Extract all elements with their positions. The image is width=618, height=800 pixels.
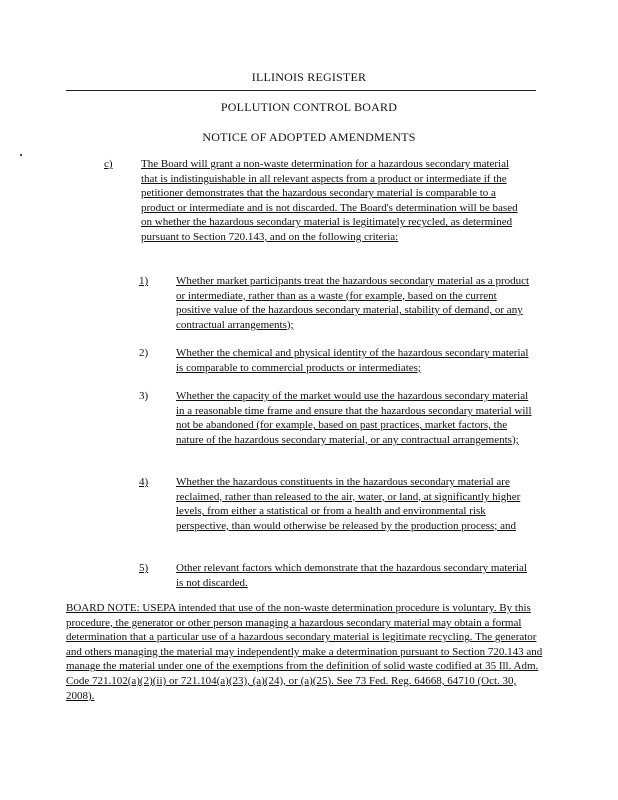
margin-mark (20, 154, 22, 156)
criterion-4-text: Whether the hazardous constituents in the hazardous secondary material are reclaimed, rather than released to the air, water, or land, at significantly higher levels, from either a statistical or from a health and environmental risk perspective, than would otherwise be released by the production process; and (176, 476, 521, 532)
criterion-5-label: 5) (139, 562, 149, 574)
criterion-1-label: 1) (139, 275, 149, 287)
criterion-3-label: 3) (139, 390, 149, 402)
section-c-text: The Board will grant a non-waste determination for a hazardous secondary material that is indistinguishable in all relevant aspects from a product or intermediate if the petitioner demonstrates that the hazardous secondary material is comparable to a product or intermediate and is not discarded. The Board's determination will be based on whether the hazardous secondary material is legitimately recycled, as determined pursuant to Section 720.143, and on the following criteria: (141, 158, 518, 243)
register-title: ILLINOIS REGISTER (251, 70, 367, 84)
criterion-4-label: 4) (139, 476, 149, 488)
criterion-5-text: Other relevant factors which demonstrate that the hazardous secondary material is not discarded. (176, 562, 527, 589)
board-note: BOARD NOTE: USEPA intended that use of the non-waste determination procedure is voluntary. By this procedure, the generator or other person managing a hazardous secondary material may obtain a formal determination that a particular use of a hazardous secondary material is legitimate recycling. The generator and others managing the material may independently make a determination pursuant to Section 720.143 and manage the material under one of the exemptions from the definition of solid waste codified at 35 Ill. Adm. Code 721.102(a)(2)(ii) or 721.104(a)(23), (a)(24), or (a)(25). See 73 Fed. Reg. 64668, 64710 (Oct. 30, 2008). (66, 602, 543, 702)
notice-title: NOTICE OF ADOPTED AMENDMENTS (202, 130, 416, 144)
criterion-2-label: 2) (139, 347, 149, 359)
section-c-label: c) (104, 158, 113, 170)
header-rule (66, 90, 536, 91)
criterion-1-text: Whether market participants treat the hazardous secondary material as a product or intermediate, rather than as a waste (for example, based on the current positive value of the hazardous secondary material, stability of demand, or any contractual arrangements); (176, 275, 530, 331)
board-title: POLLUTION CONTROL BOARD (220, 100, 398, 114)
criterion-3-text: Whether the capacity of the market would use the hazardous secondary material in a reasonable time frame and ensure that the hazardous secondary material will not be abandoned (for example, based on past practices, market factors, the nature of the hazardous secondary material, or any contractual arrangements); (176, 390, 532, 446)
criterion-2-text: Whether the chemical and physical identity of the hazardous secondary material is comparable to commercial products or intermediates; (176, 347, 529, 374)
